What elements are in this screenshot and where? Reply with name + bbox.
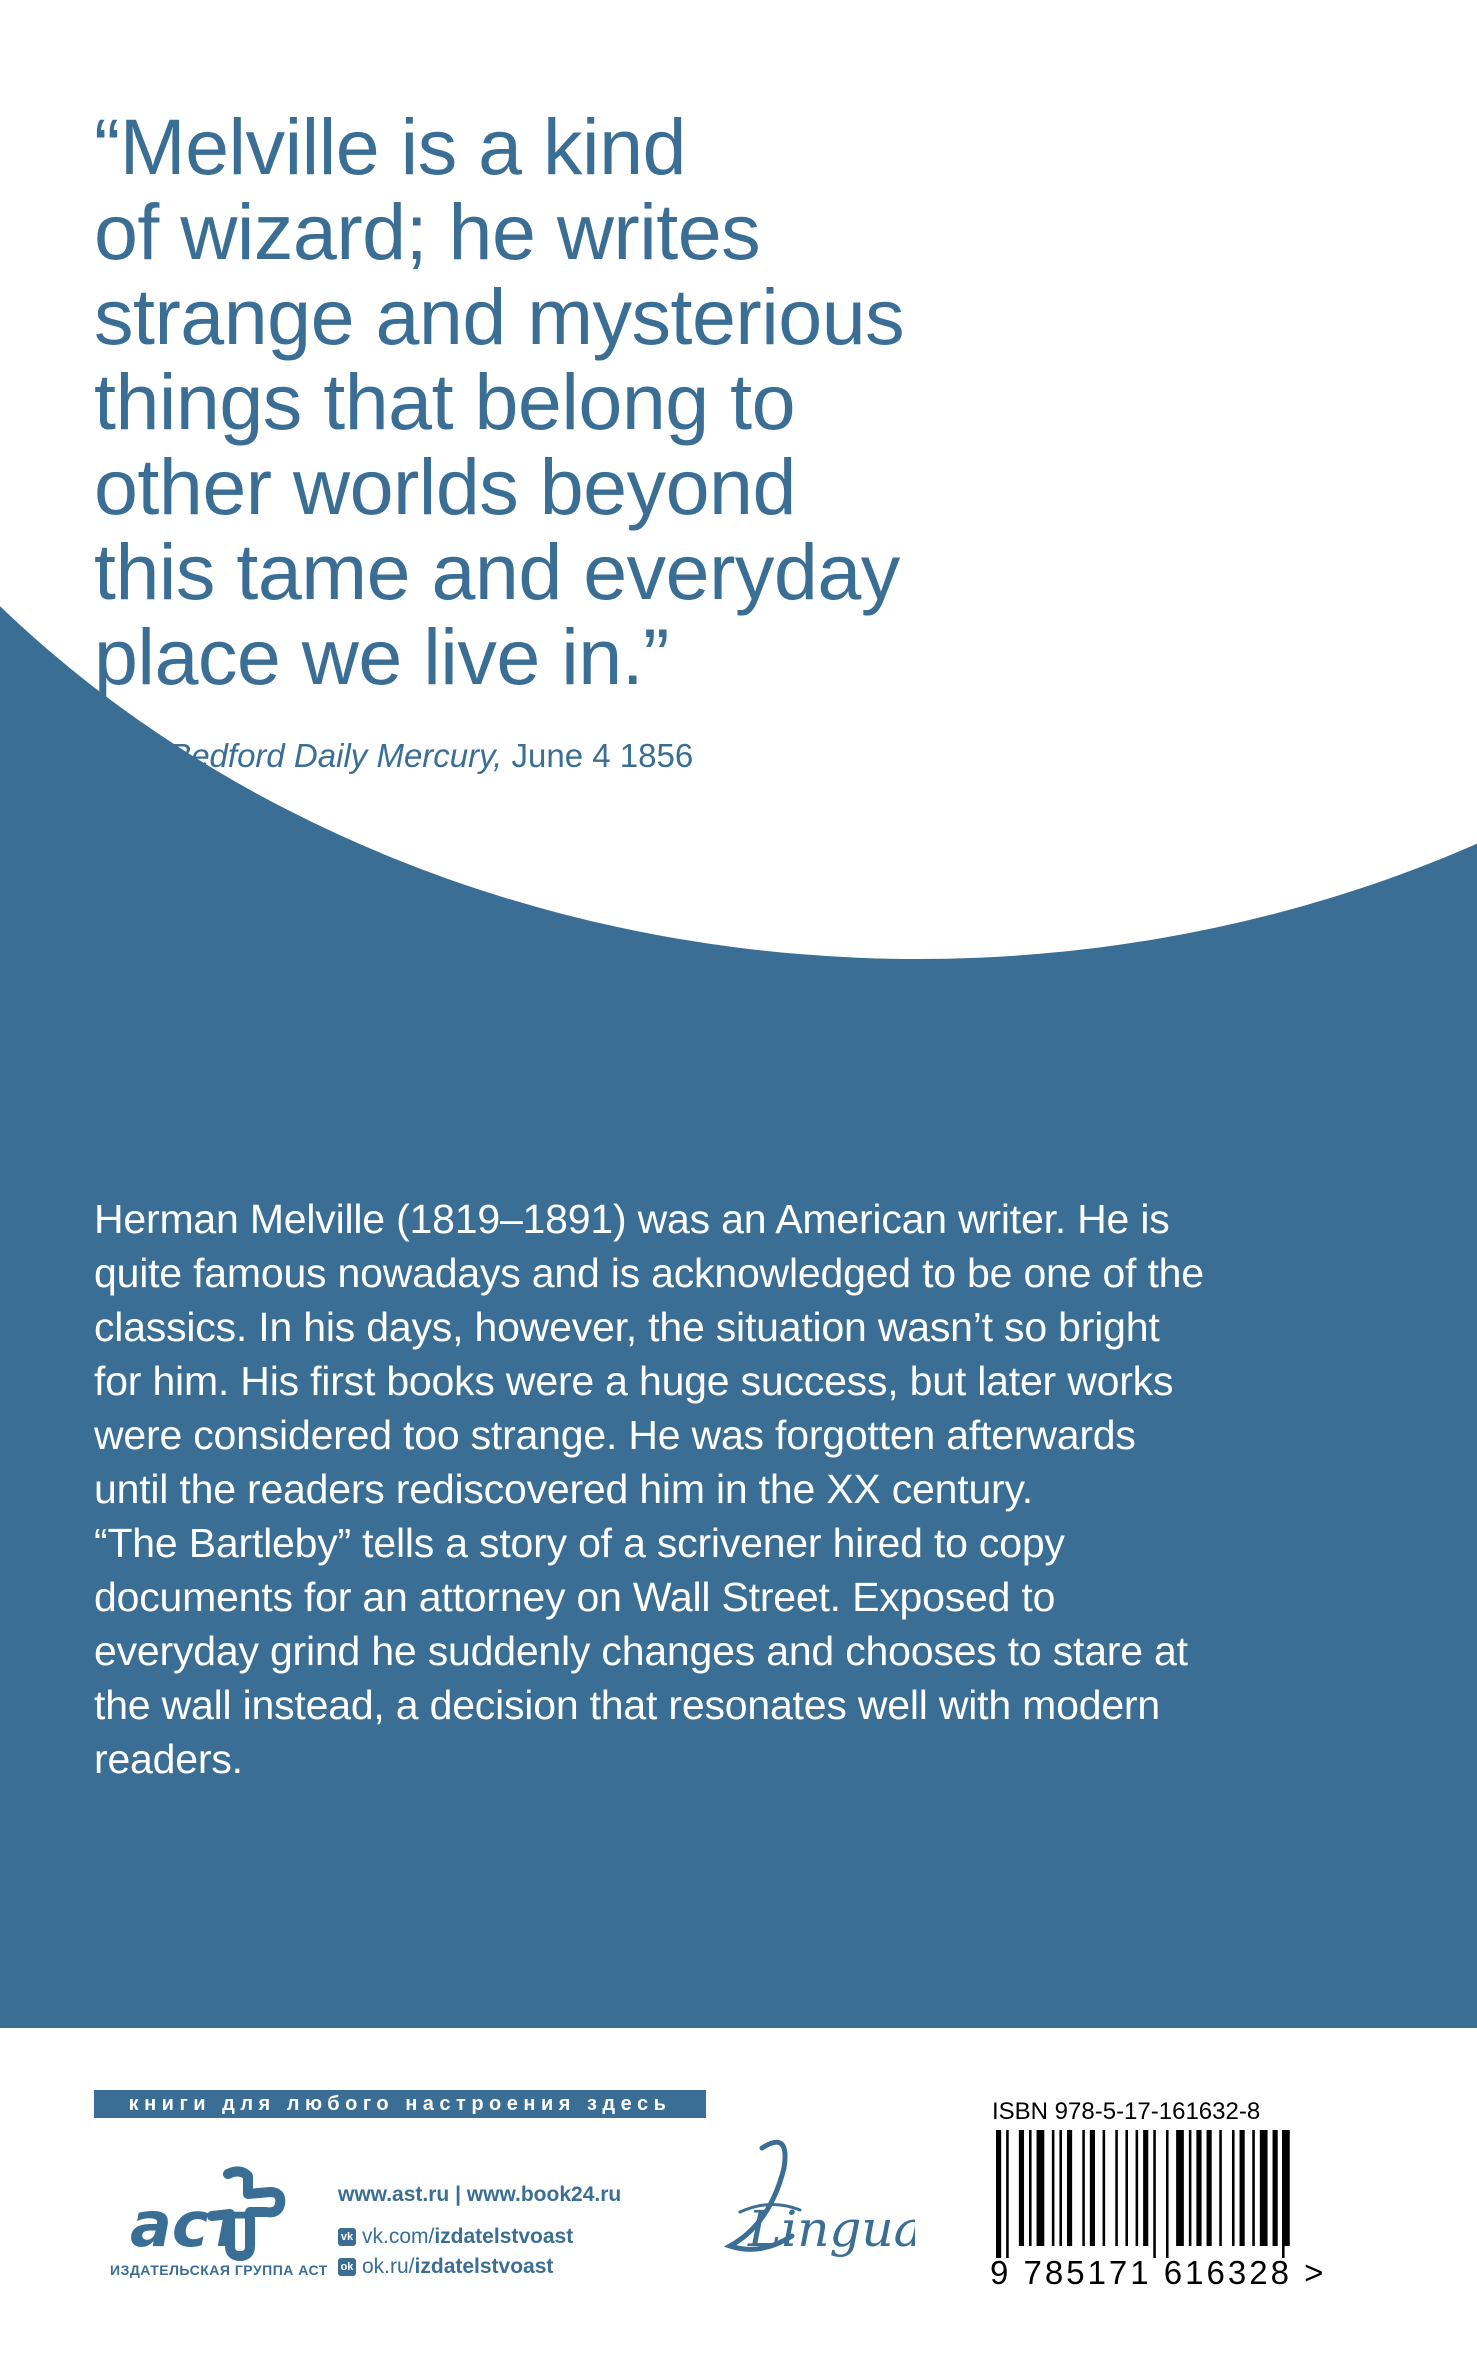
description-paragraph-2: “The Bartleby” tells a story of a scrivener hired to copy documents for an attorney on Wall Street. Exposed to everyday grind he suddenly changes and chooses to stare at the wall instead, a decision that resonates well with modern readers.: [94, 1520, 1188, 1782]
barcode-bar: [1067, 2130, 1072, 2246]
vk-prefix: vk.com/: [362, 2225, 435, 2248]
barcode-digits: 9 785171 616328 >: [990, 2254, 1327, 2291]
quote-source-title: New Bedford Daily Mercury,: [94, 737, 503, 774]
barcode-bar: [1115, 2130, 1118, 2246]
barcode-bar: [1153, 2130, 1156, 2258]
quote-source-date: June 4 1856: [511, 737, 694, 774]
barcode-bar: [1037, 2130, 1045, 2246]
ok-link[interactable]: [338, 2255, 621, 2279]
barcode-bar: [1219, 2130, 1222, 2246]
barcode-bar: [1052, 2130, 1055, 2246]
barcode-bar: [1273, 2130, 1278, 2246]
barcode-bar: [1189, 2130, 1192, 2246]
isbn-label: ISBN 978-5-17-161632-8: [992, 2098, 1261, 2125]
barcode-bar: [1282, 2130, 1285, 2258]
isbn-barcode: [990, 2130, 1290, 2258]
description-paragraph-1: Herman Melville (1819–1891) was an American writer. He is quite famous nowadays and is acknowledged to be one of the classics. In his days, however, the situation wasn’t so bright for him. His first books were a huge success, but later works were considered too strange. He was forgotten afterwards until the readers rediscovered him in the XX century.: [94, 1196, 1204, 1512]
ok-icon: ok: [338, 2258, 356, 2276]
quote-source: [94, 737, 1054, 775]
tagline-banner: книги для любого настроения здесь: [94, 2090, 706, 2118]
lingua-logo: [700, 2128, 915, 2278]
barcode-bar: [1252, 2130, 1255, 2246]
quote-text: “Melville is a kind of wizard; he writes strange and mysterious things that belong to other worlds beyond this tame and everyday place we live in.”: [94, 102, 905, 701]
barcode-bar: [1166, 2130, 1169, 2258]
barcode-bar: [1176, 2130, 1184, 2246]
publisher-links: [338, 2183, 621, 2279]
barcode-bar: [1006, 2130, 1009, 2258]
ok-prefix: ok.ru/: [362, 2255, 415, 2278]
publisher-caption: ИЗДАТЕЛЬСКАЯ ГРУППА АСТ: [110, 2262, 328, 2278]
barcode-bar: [1103, 2130, 1106, 2246]
ast-logo-text: аст: [130, 2188, 245, 2261]
quote-block: [94, 104, 1054, 775]
book-description: [94, 1192, 1204, 1786]
barcode-bar: [1207, 2130, 1212, 2246]
barcode-bar: [1029, 2130, 1032, 2246]
barcode-bar: [1125, 2130, 1128, 2246]
barcode-bar: [1136, 2130, 1139, 2246]
vk-link[interactable]: [338, 2225, 621, 2249]
barcode-bar: [996, 2130, 1001, 2258]
barcode-bar: [1143, 2130, 1148, 2246]
footer-panel: [0, 2028, 1477, 2363]
web-links[interactable]: www.ast.ru | www.book24.ru: [338, 2183, 622, 2206]
lingua-logo-text: Lingua: [748, 2200, 915, 2258]
barcode-bar: [1240, 2130, 1245, 2246]
barcode-bar: [1082, 2130, 1085, 2246]
ok-handle: izdatelstvoast: [414, 2255, 554, 2278]
barcode-bar: [1059, 2130, 1062, 2246]
barcode-bar: [1019, 2130, 1024, 2246]
barcode-bar: [1260, 2130, 1268, 2246]
barcode-bar: [1090, 2130, 1095, 2246]
barcode-bar: [1232, 2130, 1235, 2246]
barcode-bar: [1196, 2130, 1201, 2246]
vk-handle: izdatelstvoast: [434, 2225, 574, 2248]
vk-icon: vk: [338, 2228, 356, 2246]
isbn-block: [990, 2098, 1330, 2292]
